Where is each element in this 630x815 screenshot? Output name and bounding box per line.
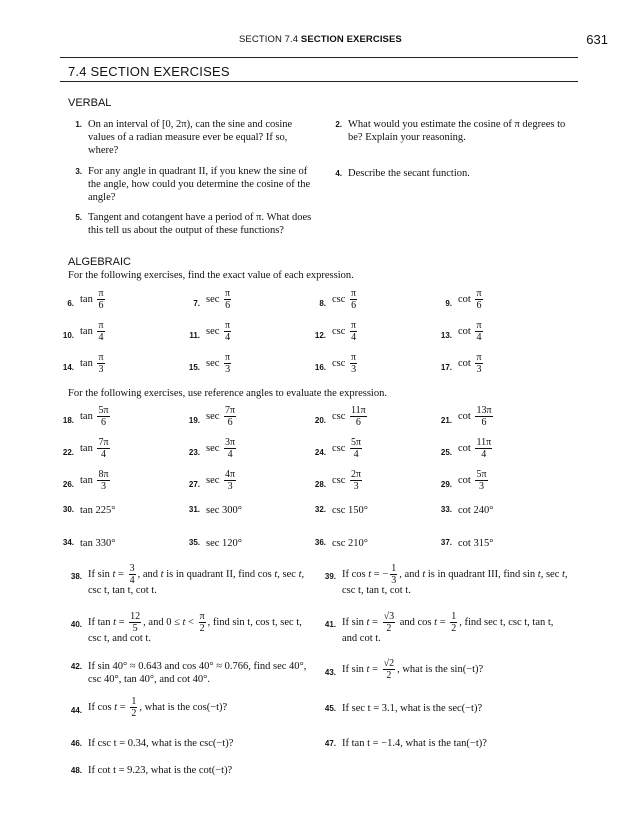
denominator: 3 [351,364,357,375]
problem-number: 13. [440,331,452,340]
problem-text: If tan t = $\frac{12}{5}$ , and 0 ≤ t < $\frac{\pi}{2}$ , find sin t, cos t, sec t, [88,611,302,634]
fraction [97,469,109,492]
problem-number: 16. [314,363,326,372]
problem-text-line2: csc t, tan t, cot t. [88,585,157,596]
trig-function: sec [206,410,220,422]
running-header [0,34,630,48]
fraction [224,352,231,375]
problem-expression [332,469,364,492]
numerator: 5π [351,437,362,448]
problem-expression [458,437,494,460]
problem-text: If sin 40° ≈ 0.643 and cos 40° ≈ 0.766, find sec 40°, [88,661,307,672]
fraction [475,352,482,375]
problem-number: 47. [324,739,336,748]
problem-expression [332,288,359,311]
denominator: 6 [481,417,487,428]
problem-number: 30. [62,505,74,514]
trig-function: sec [206,357,220,369]
problem-text: If csc t = 0.34, what is the csc(−t)? [88,738,234,749]
numerator: 11π [351,405,366,416]
fraction [350,437,362,460]
numerator: π [98,288,104,299]
problem-number: 22. [62,448,74,457]
problem-number: 34. [62,538,74,547]
problem-number: 6. [67,299,74,308]
problem-expression: sec 300° [206,505,242,516]
trig-function: cot [458,357,471,369]
problem-number: 44. [70,706,82,715]
denominator: 4 [100,449,106,460]
problem-number: 35. [188,538,200,547]
problem-number: 3. [75,167,82,176]
problem-expression: csc 210° [332,538,368,549]
numerator: π [351,352,357,363]
fraction [475,437,492,460]
fraction: $\frac{3}{4}$ [129,563,135,586]
numerator: π [476,288,482,299]
denominator: 3 [100,481,106,492]
problem-text: If sin t = $\frac{3}{4}$ , and t is in quadrant II, find cos t, sec t, [88,563,305,586]
problem-expression [206,288,233,311]
trig-function: csc [332,325,346,337]
numerator: 8π [98,469,109,480]
denominator: 6 [100,417,106,428]
problem-expression [206,352,233,375]
problem-text: If tan t = −1.4, what is the tan(−t)? [342,738,487,749]
problem-number: 23. [188,448,200,457]
problem-number: 9. [445,299,452,308]
problem-number: 14. [62,363,74,372]
problem-number: 38. [70,572,82,581]
problem-text-line2: csc t, tan t, cot t. [342,585,411,596]
fraction: $\frac{√2}{2}$ [383,658,395,681]
numerator: π [98,320,104,331]
fraction: $\frac{1}{3}$ [391,563,397,586]
numerator: π [98,352,104,363]
problem-number: 42. [70,662,82,671]
problem-expression [206,320,233,343]
fraction: $\frac{√3}{2}$ [383,611,395,634]
problem-number: 19. [188,416,200,425]
problem-text: If sec t = 3.1, what is the sec(−t)? [342,703,483,714]
problem-number: 7. [193,299,200,308]
problem-number: 39. [324,572,336,581]
problem-number: 18. [62,416,74,425]
fraction [97,437,109,460]
problem-expression [458,352,485,375]
fraction [475,469,487,492]
problem-text: Describe the secant function. [348,168,470,179]
problem-expression [80,352,107,375]
numerator: 3π [225,437,236,448]
title-rule [60,81,578,82]
problem-number: 17. [440,363,452,372]
fraction [97,288,104,311]
problem-expression [458,288,485,311]
problem-expression: tan 330° [80,538,116,549]
problem-number: 46. [70,739,82,748]
problem-number: 12. [314,331,326,340]
problem-number: 36. [314,538,326,547]
numerator: 2π [351,469,362,480]
intro-exact-values: For the following exercises, find the exact value of each expression. [68,270,354,281]
fraction [475,320,482,343]
problem-number: 8. [319,299,326,308]
problem-expression: csc 150° [332,505,368,516]
denominator: 4 [225,332,231,343]
fraction [350,352,357,375]
numerator: π [351,288,357,299]
trig-function: tan [80,474,93,486]
problem-text-line2: csc t, and cot t. [88,633,151,644]
numerator: 4π [225,469,236,480]
fraction [350,469,362,492]
fraction [97,405,109,428]
numerator: 11π [476,437,492,448]
denominator: 4 [351,332,357,343]
problem-text: What would you estimate the cosine of π degrees to be? Explain your reasoning. [348,119,566,143]
problem-text: For any angle in quadrant II, if you knew the sine of the angle, how could you determine the cosine of the angle? [88,166,311,203]
problem-text-line2: and cot t. [342,633,381,644]
fraction [224,405,236,428]
trig-function: tan [80,410,93,422]
problem-expression [458,320,485,343]
problem-number: 5. [75,213,82,222]
problem-number: 43. [324,668,336,677]
denominator: 6 [355,417,361,428]
trig-function: cot [458,410,471,422]
problem-expression [458,469,490,492]
problem-number: 26. [62,480,74,489]
problem-number: 31. [188,505,200,514]
trig-function: tan [80,442,93,454]
numerator: π [225,320,231,331]
algebraic-heading: ALGEBRAIC [68,256,131,268]
problem-expression: cot 315° [458,538,494,549]
problem-expression: cot 240° [458,505,494,516]
fraction: $\frac{1}{2}$ [131,696,137,719]
numerator: π [476,352,482,363]
problem-expression [458,405,495,428]
problem-number: 4. [335,169,342,178]
problem-expression [206,405,238,428]
denominator: 6 [225,300,231,311]
problem-expression [206,469,238,492]
fraction [97,320,104,343]
problem-number: 21. [440,416,452,425]
fraction: $\frac{12}{5}$ [130,611,141,634]
problem-expression [80,405,112,428]
problem-expression [80,320,107,343]
page-number: 631 [586,32,608,47]
problem-expression [80,437,112,460]
problem-text: If sin t = $\frac{√2}{2}$ , what is the sin(−t)? [342,658,484,681]
running-section [239,34,402,45]
problem-number: 37. [440,538,452,547]
problem-number: 32. [314,505,326,514]
fraction [224,469,236,492]
problem-number: 48. [70,766,82,775]
problem-text: If cos t = $\frac{1}{2}$ , what is the cos(−t)? [88,696,228,719]
trig-function: cot [458,474,471,486]
problem-number: 40. [70,620,82,629]
numerator: 5π [476,469,487,480]
numerator: 5π [98,405,109,416]
denominator: 4 [476,332,482,343]
trig-function: tan [80,325,93,337]
problem-number: 45. [324,704,336,713]
problem-text: If cos t = − $\frac{1}{3}$ , and t is in quadrant III, find sin t, sec t, [342,563,568,586]
problem-number: 24. [314,448,326,457]
problem-expression: tan 225° [80,505,116,516]
fraction [224,288,231,311]
trig-function: sec [206,442,220,454]
problem-expression [80,288,107,311]
trig-function: tan [80,357,93,369]
trig-function: csc [332,474,346,486]
numerator: 13π [476,405,492,416]
trig-function: csc [332,357,346,369]
fraction [475,405,492,428]
page-title: 7.4 SECTION EXERCISES [68,64,230,79]
problem-text: On an interval of [0, 2π), can the sine and cosine values of a radian measure ever be equal? If so, where? [88,119,293,156]
header-rule [60,57,578,58]
section-title: SECTION EXERCISES [300,34,402,45]
denominator: 6 [98,300,104,311]
denominator: 6 [476,300,482,311]
problem-number: 11. [189,331,200,340]
fraction [224,437,236,460]
problem-number: 25. [440,448,452,457]
problem-text: Tangent and cotangent have a period of π. What does this tell us about the output of these functions? [88,212,312,236]
numerator: π [225,288,231,299]
denominator: 3 [478,481,484,492]
trig-function: tan [80,293,93,305]
problem-expression [332,405,369,428]
problem-text: If cot t = 9.23, what is the cot(−t)? [88,765,233,776]
trig-function: sec [206,293,220,305]
denominator: 3 [476,364,482,375]
problem-number: 33. [440,505,452,514]
fraction [475,288,482,311]
problem-text: If sin t = $\frac{√3}{2}$ and cos t = $\frac{1}{2}$ , find sec t, csc t, tan t, [342,611,554,634]
denominator: 4 [227,449,233,460]
trig-function: csc [332,293,346,305]
denominator: 4 [481,449,487,460]
numerator: π [225,352,231,363]
numerator: π [351,320,357,331]
trig-function: csc [332,410,346,422]
problem-number: 10. [62,331,74,340]
trig-function: csc [332,442,346,454]
denominator: 3 [227,481,233,492]
problem-number: 27. [188,480,200,489]
fraction [97,352,104,375]
fraction [224,320,231,343]
fraction [350,405,367,428]
problem-expression [332,352,359,375]
fraction [350,288,357,311]
problem-number: 28. [314,480,326,489]
trig-function: cot [458,325,471,337]
denominator: 6 [227,417,233,428]
denominator: 4 [98,332,104,343]
section-prefix: SECTION 7.4 [239,34,299,45]
problem-number: 29. [440,480,452,489]
fraction: $\frac{\pi}{2}$ [199,611,205,634]
problem-expression [206,437,238,460]
problem-expression [332,437,364,460]
intro-reference-angles: For the following exercises, use reference angles to evaluate the expression. [68,388,387,399]
numerator: 7π [225,405,236,416]
denominator: 3 [353,481,359,492]
denominator: 3 [98,364,104,375]
denominator: 3 [225,364,231,375]
numerator: π [476,320,482,331]
problem-expression [80,469,112,492]
verbal-heading: VERBAL [68,97,112,109]
problem-number: 20. [314,416,326,425]
trig-function: cot [458,293,471,305]
trig-function: sec [206,474,220,486]
problem-expression [332,320,359,343]
denominator: 6 [351,300,357,311]
trig-function: cot [458,442,471,454]
problem-text-line2: csc 40°, tan 40°, and cot 40°. [88,674,210,685]
problem-number: 2. [335,120,342,129]
fraction: $\frac{1}{2}$ [451,611,457,634]
problem-number: 15. [188,363,200,372]
denominator: 4 [353,449,359,460]
problem-number: 41. [324,620,336,629]
fraction [350,320,357,343]
trig-function: sec [206,325,220,337]
problem-expression: sec 120° [206,538,242,549]
problem-number: 1. [75,120,82,129]
numerator: 7π [98,437,109,448]
